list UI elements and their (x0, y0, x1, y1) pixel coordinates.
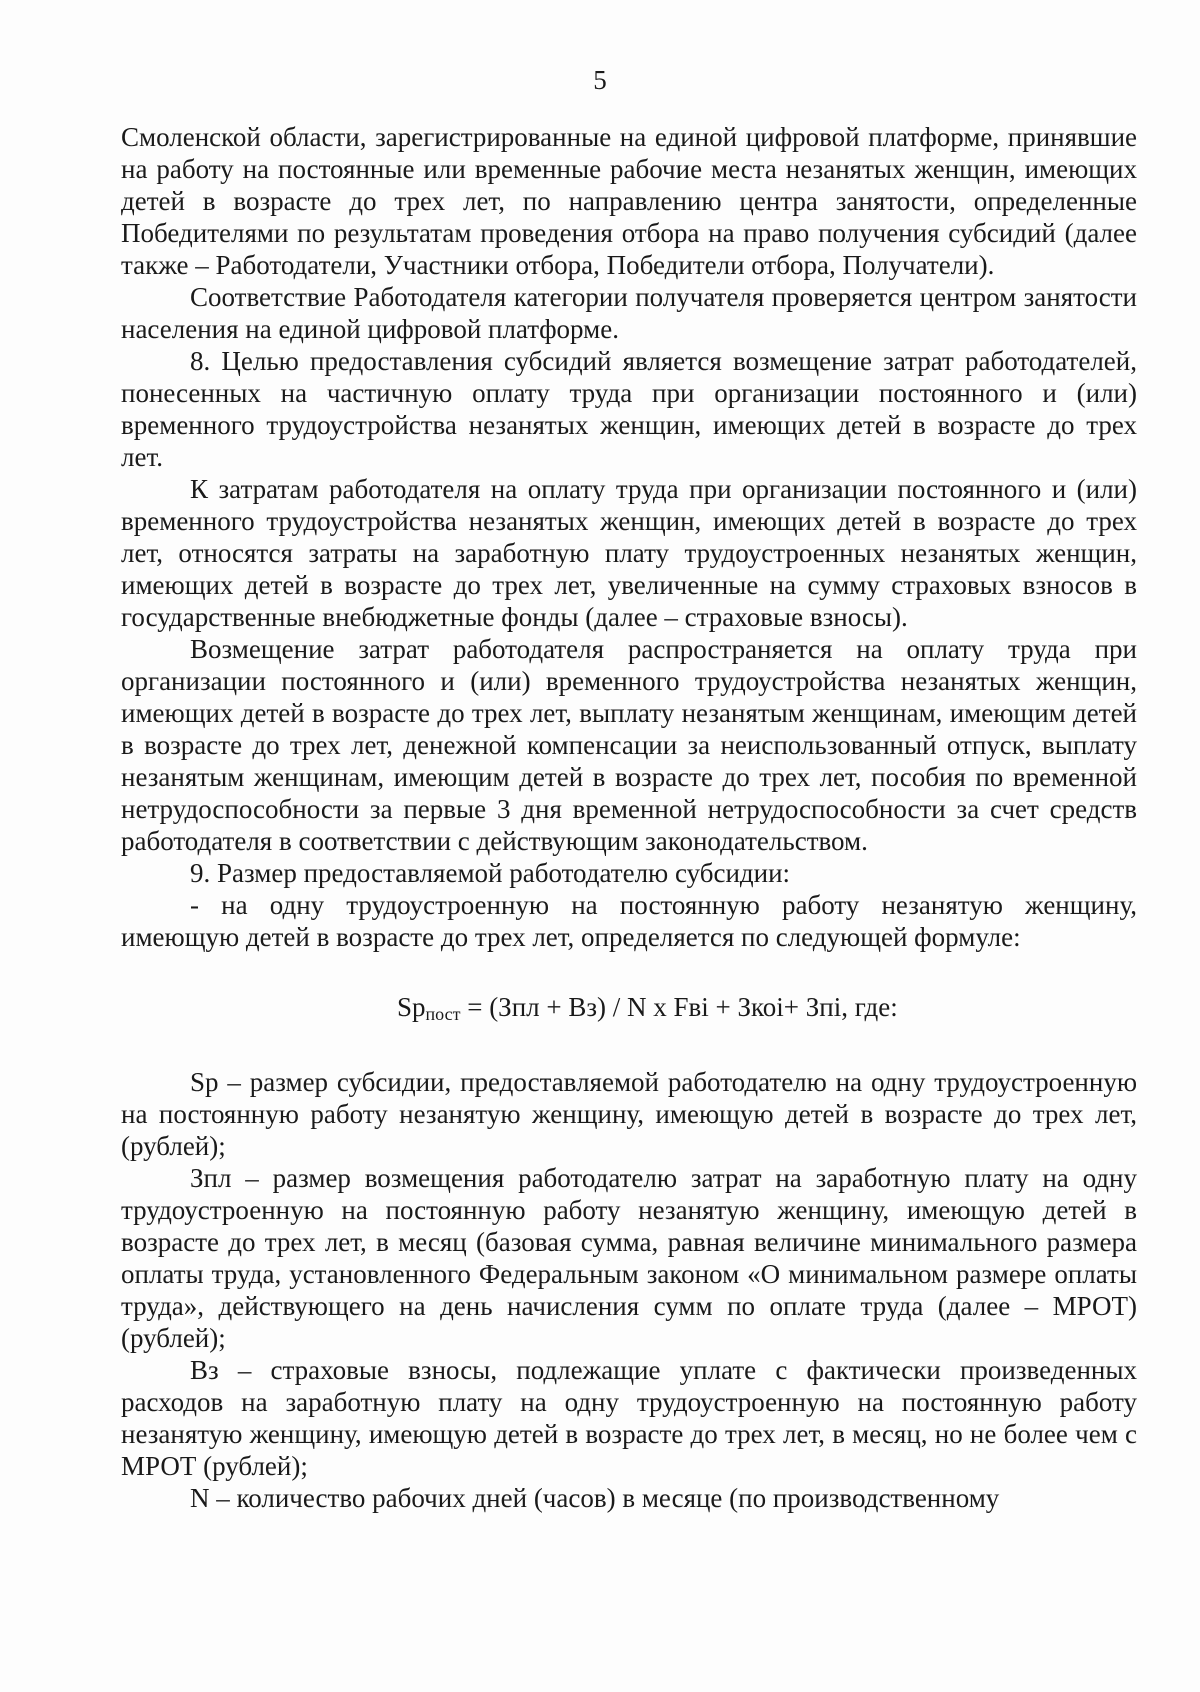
definition-n: N – количество рабочих дней (часов) в месяце (по производственному (190, 1483, 1000, 1513)
paragraph-employers-continuation: Смоленской области, зарегистрированные на единой цифровой платформе, принявшие на работу на постоянные или временные рабочие места незанятых женщин, имеющих детей в возрасте до трех лет, по направлению центра занятости, определенные Победителями по результатам проведения отбора на право получения субсидий (далее также – Работодатели, Участники отбора, Победители отбора, Получатели). (121, 122, 1137, 280)
formula-rhs: = (Зпл + Вз) / N x Fвi + Зкоi+ Зпi, где: (460, 992, 898, 1022)
page-number: 5 (593, 65, 607, 95)
paragraph-category-check: Соответствие Работодателя категории получателя проверяется центром занятости населения на единой цифровой платформе. (121, 282, 1137, 344)
paragraph-permanent-job-formula-intro: - на одну трудоустроенную на постоянную работу незанятую женщину, имеющую детей в возрасте до трех лет, определяется по следующей формуле: (121, 890, 1137, 952)
paragraph-9-subsidy-size: 9. Размер предоставляемой работодателю субсидии: (190, 858, 791, 888)
formula-lhs: Sp (397, 992, 426, 1022)
paragraph-8-purpose: 8. Целью предоставления субсидий является возмещение затрат работодателей, понесенных на частичную оплату труда при организации постоянного и (или) временного трудоустройства незанятых женщин, имеющих детей в возрасте до трех лет. (121, 346, 1137, 472)
subsidy-formula (121, 991, 1137, 1030)
paragraph-reimbursement-scope: Возмещение затрат работодателя распространяется на оплату труда при организации постоянного и (или) временного трудоустройства незанятых женщин, имеющих детей в возрасте до трех лет, выплату незанятым женщинам, имеющим детей в возрасте до трех лет, денежной компенсации за неиспользованный отпуск, выплату незанятым женщинам, имеющим детей в возрасте до трех лет, пособия по временной нетрудоспособности за первые 3 дня временной нетрудоспособности за счет средств работодателя в соответствии с действующим законодательством. (121, 634, 1137, 856)
document-body (121, 121, 1137, 1514)
definition-zpl: Зпл – размер возмещения работодателю затрат на заработную плату на одну трудоустроенную на постоянную работу незанятую женщину, имеющую детей в возрасте до трех лет, в месяц (базовая сумма, равная величине минимального размера оплаты труда, установленного Федеральным законом «О минимальном размере оплаты труда», действующего на день начисления сумм по оплате труда (далее – МРОТ) (рублей); (121, 1163, 1137, 1353)
definition-sp: Sp – размер субсидии, предоставляемой работодателю на одну трудоустроенную на постоянную работу незанятую женщину, имеющую детей в возрасте до трех лет, (рублей); (121, 1067, 1137, 1161)
definition-vz: Вз – страховые взносы, подлежащие уплате с фактически произведенных расходов на заработную плату на одну трудоустроенную на постоянную работу незанятую женщину, имеющую детей в возрасте до трех лет, в месяц, но не более чем с МРОТ (рублей); (121, 1355, 1137, 1481)
formula-lhs-subscript: пост (425, 1004, 461, 1024)
paragraph-labor-costs: К затратам работодателя на оплату труда при организации постоянного и (или) временного трудоустройства незанятых женщин, имеющих детей в возрасте до трех лет, относятся затраты на заработную плату трудоустроенных незанятых женщин, имеющих детей в возрасте до трех лет, увеличенные на сумму страховых взносов в государственные внебюджетные фонды (далее – страховые взносы). (121, 474, 1137, 632)
